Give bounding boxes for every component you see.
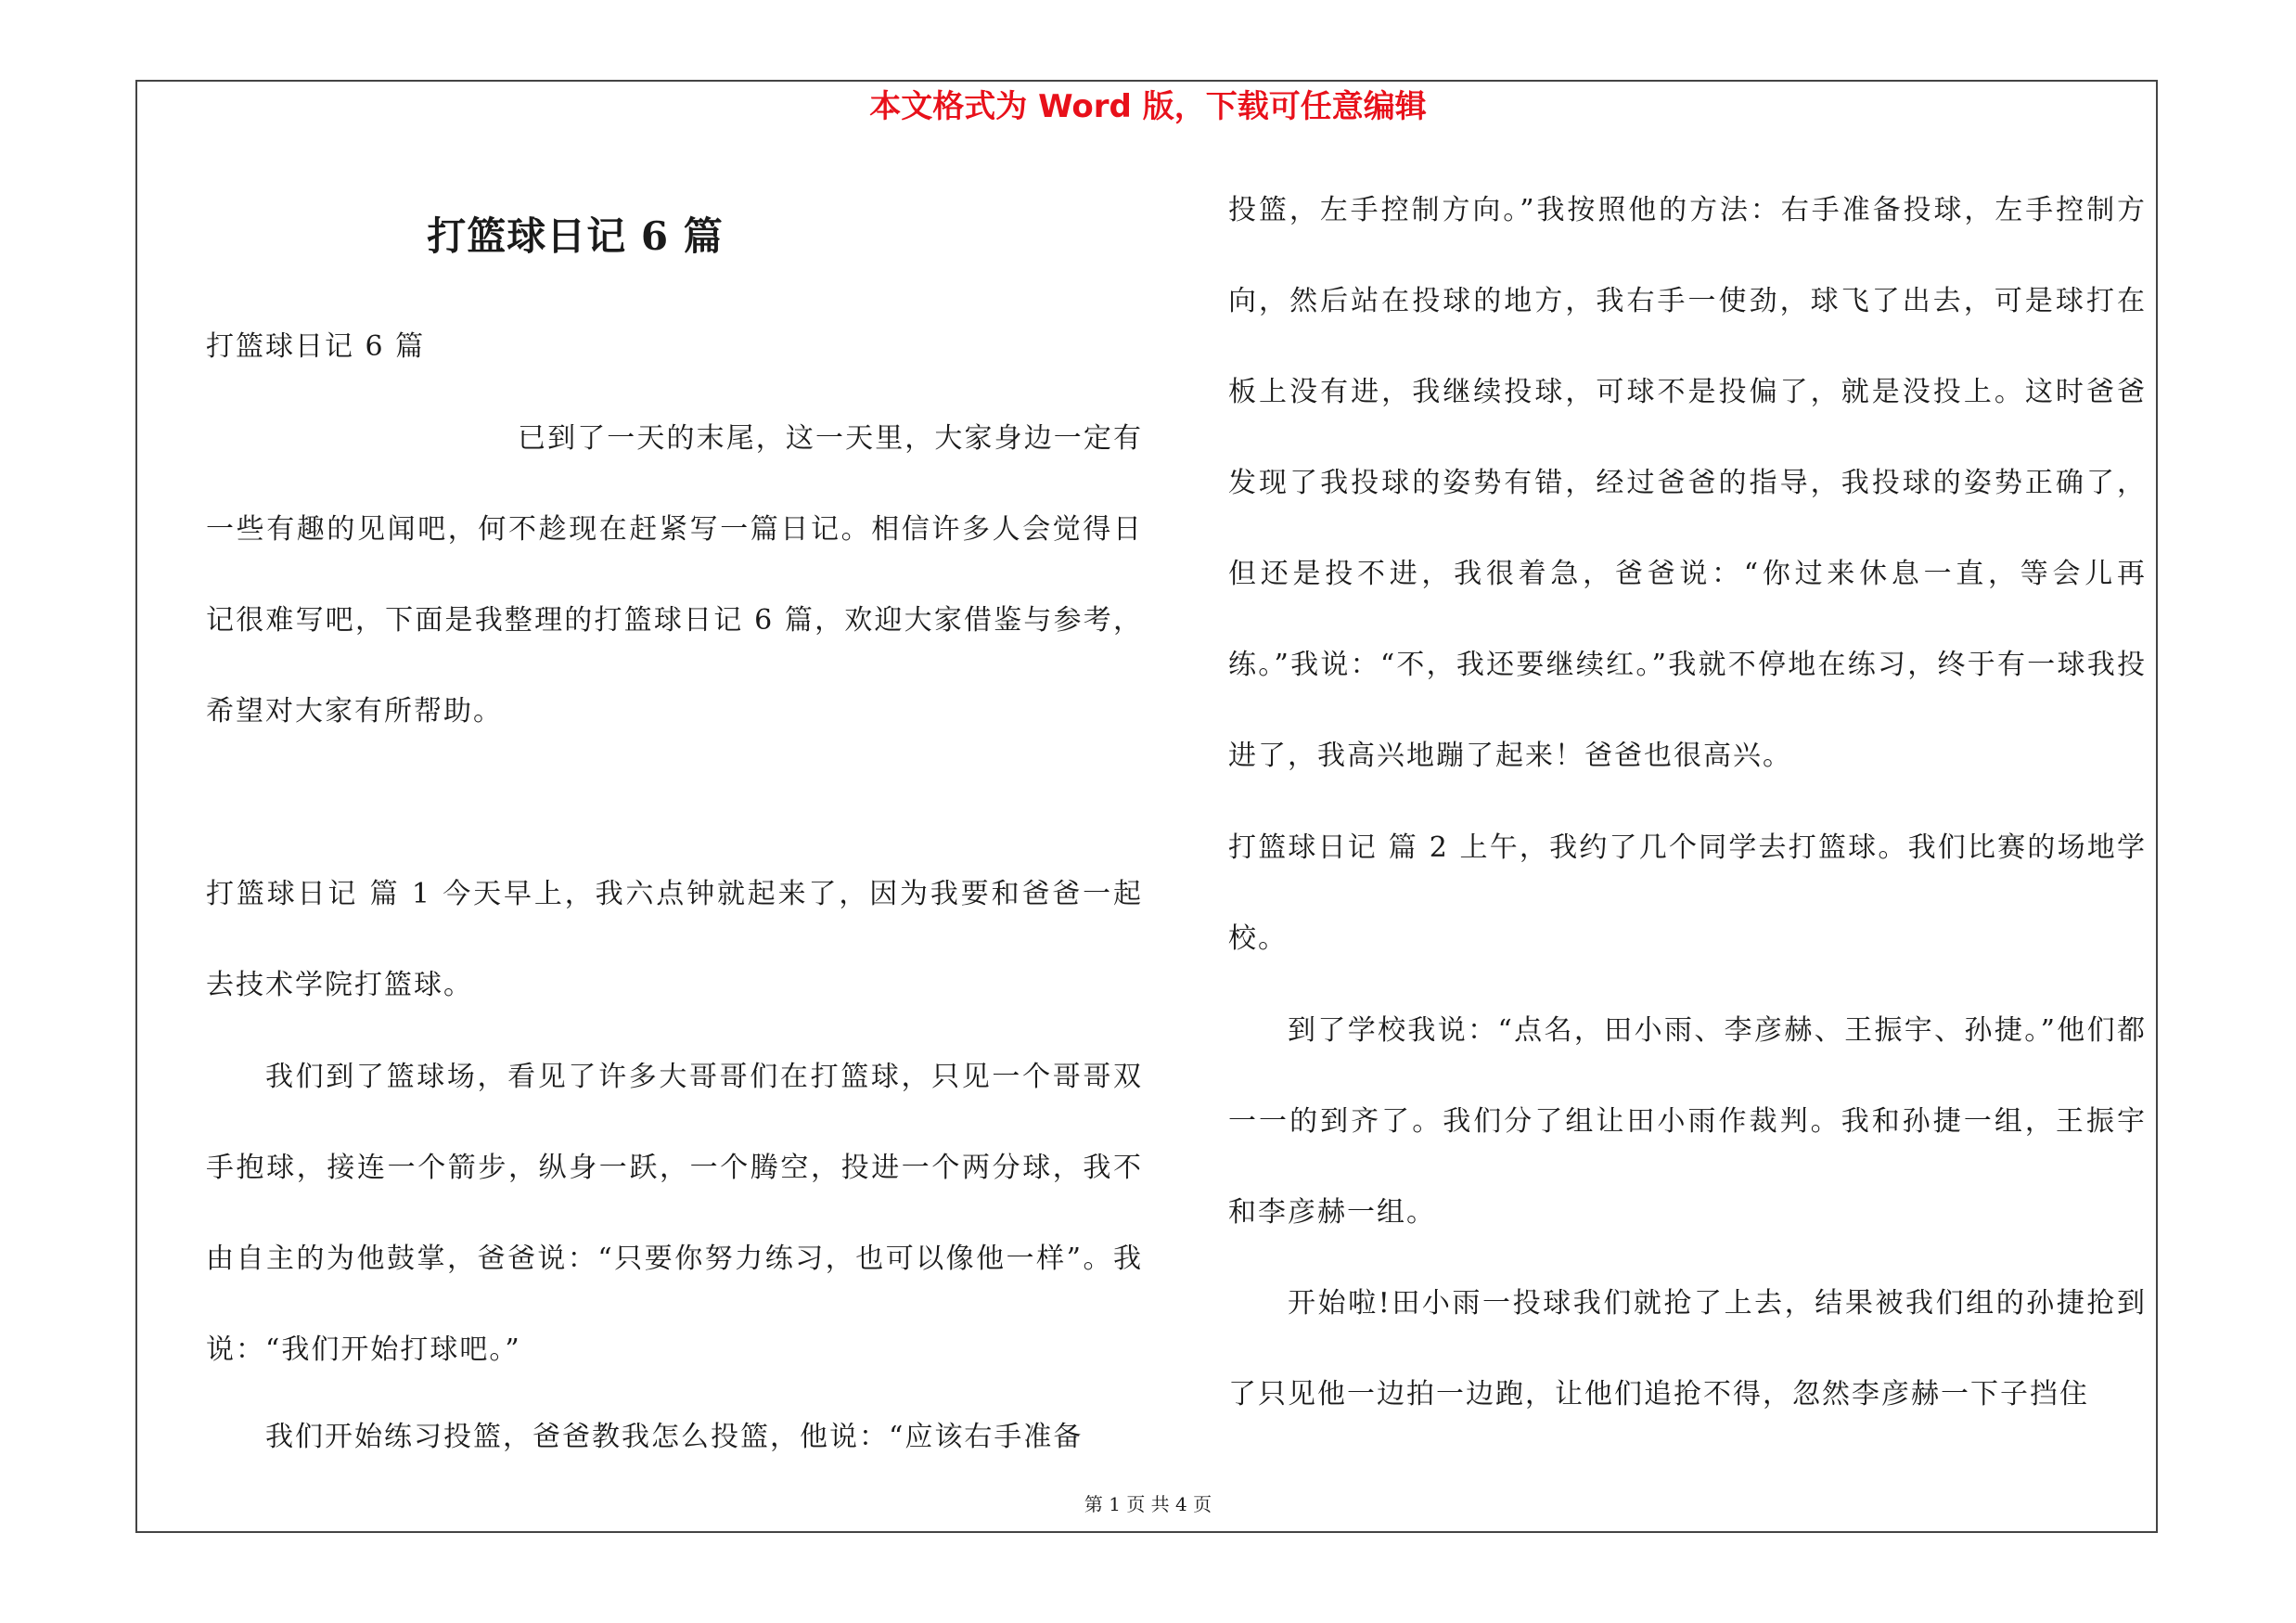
entry-2-heading-paragraph: 打篮球日记 篇 2 上午，我约了几个同学去打篮球。我们比赛的场地学校。 xyxy=(1228,831,2147,955)
document-subtitle: 打篮球日记 6 篇 xyxy=(206,330,426,363)
page-number-footer: 第 1 页 共 4 页 xyxy=(1084,1493,1212,1515)
right-paragraph-1: 投篮，左手控制方向。”我按照他的方法：右手准备投球，左手控制方向，然后站在投球的地方，我右手一使劲，球飞了出去，可是球打在板上没有进，我继续投球，可球不是投偏了，就是没投上。这时爸爸发现了我投球的姿势有错，经过爸爸的指导，我投球的姿势正确了，但还是投不进，我很着急，爸爸说：“你过来休息一直，等会儿再练。”我说：“不，我还要继续红。”我就不停地在练习，终于有一球我投进了，我高兴地蹦了起来！爸爸也很高兴。 xyxy=(1228,194,2147,772)
intro-paragraph: 已到了一天的末尾，这一天里，大家身边一定有一些有趣的见闻吧，何不趁现在赶紧写一篇日记。相信许多人会觉得日记很难写吧，下面是我整理的打篮球日记 6 篇，欢迎大家借鉴与参考，希望对大家有所帮助。 xyxy=(206,422,1143,728)
document-title: 打篮球日记 6 篇 xyxy=(427,213,724,259)
format-banner xyxy=(0,84,2296,130)
entry-1-heading-paragraph: 打篮球日记 篇 1 今天早上，我六点钟就起来了，因为我要和爸爸一起去技术学院打篮球。 xyxy=(206,878,1143,1001)
left-paragraph-2: 我们到了篮球场，看见了许多大哥哥们在打篮球，只见一个哥哥双手抱球，接连一个箭步，纵身一跃，一个腾空，投进一个两分球，我不由自主的为他鼓掌，爸爸说：“只要你努力练习，也可以像他一样”。我说：“我们开始打球吧。” xyxy=(206,1061,1143,1366)
left-paragraph-3: 我们开始练习投篮，爸爸教我怎么投篮，他说：“应该右手准备 xyxy=(265,1421,1084,1453)
right-paragraph-4: 开始啦!田小雨一投球我们就抢了上去，结果被我们组的孙捷抢到了只见他一边拍一边跑，让他们追抢不得，忽然李彦赫一下子挡住 xyxy=(1228,1287,2147,1410)
right-paragraph-3: 到了学校我说：“点名，田小雨、李彦赫、王振宇、孙捷。”他们都一一的到齐了。我们分了组让田小雨作裁判。我和孙捷一组，王振宇和李彦赫一组。 xyxy=(1228,1014,2147,1229)
format-banner-text: 本文格式为 Word 版，下载可任意编辑 xyxy=(869,88,1427,125)
